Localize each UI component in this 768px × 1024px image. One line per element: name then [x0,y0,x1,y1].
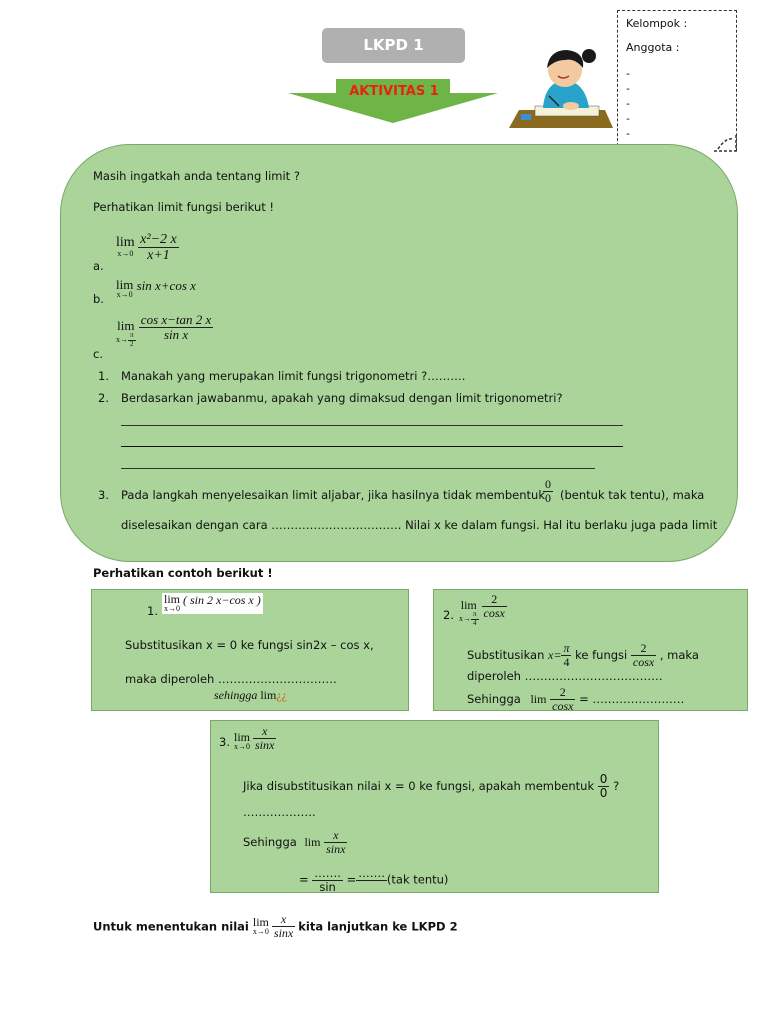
lkpd-title: LKPD 1 [322,28,465,63]
example-3-step-1: Jika disubstitusikan nilai x = 0 ke fungsi, apakah membentuk $\frac{0}{0}$ ? [243,772,620,801]
activity-label: AKTIVITAS 1 [349,84,439,99]
example-1-step-2: maka diperoleh …………………………. [125,672,337,686]
example-1-step-1: Substitusikan x = 0 ke fungsi sin2x – cos x, [125,638,374,652]
example-3-box [210,720,659,893]
page-curl-icon [712,135,738,153]
example-2-box [433,589,748,711]
limit-expression-c: lim x→ $\frac{\pi}{2}$ $\frac{\text{cos x−tan 2 x}}{\text{sin x}}$ [116,312,212,348]
question-3-number: 3. [98,488,109,502]
item-b-label: b. [93,292,104,306]
question-3-part-a: Pada langkah menyelesaikan limit aljabar, jika hasilnya tidak membentuk [121,488,546,502]
example-1-limit: lim x→0 ( sin 2 x−cos x ) [164,592,261,613]
answer-line[interactable] [121,468,595,469]
question-1: Manakah yang merupakan limit fungsi trigonometri ?………. [121,369,466,383]
example-3-step-3: Sehingga lim $\frac{x}{\sin x}$ [243,828,346,857]
members-label: Anggota : [626,41,680,54]
member-dash: - [626,112,630,125]
question-1-number: 1. [98,369,109,383]
answer-line[interactable] [121,425,623,426]
example-1-number: 1. [147,604,158,618]
footer-note: Untuk menentukan nilai lim x→0 $\frac{x}{\sin x}$ kita lanjutkan ke LKPD 2 [93,912,458,941]
limit-expression-b: lim x→0 sin x+cos x [116,277,196,299]
item-a-label: a. [93,259,104,273]
example-3-step-2: ………………. [243,805,316,819]
example-2-step-2: diperoleh ……………………………… [467,669,663,683]
example-3-limit: lim x→0 $\frac{x}{\sin x}$ [234,724,275,753]
examples-heading: Perhatikan contoh berikut ! [93,566,273,580]
member-dash: - [626,97,630,110]
group-members-box [617,10,737,151]
example-1-step-3: sehingga lim¿¿ [214,688,288,702]
limit-expression-a: lim x→0 $\frac{\text{x²−2 x}}{x+1}$ [116,232,177,264]
student-writing-illustration [505,44,617,132]
group-label: Kelompok : [626,17,688,30]
example-3-number: 3. [219,735,230,749]
question-2-number: 2. [98,391,109,405]
question-3-part-c: diselesaikan dengan cara ……………………………. Nilai x ke dalam fungsi. Hal itu berlaku juga pada limit [121,518,718,532]
intro-instruction: Perhatikan limit fungsi berikut ! [93,200,275,214]
example-1-box [91,589,409,711]
member-dash: - [626,82,630,95]
answer-line[interactable] [121,446,623,447]
member-dash: - [626,127,630,140]
item-c-label: c. [93,347,103,361]
example-2-step-3: Sehingga lim $\frac{2}{\cos x}$ = …………………… [467,685,685,711]
member-dash: - [626,67,630,80]
example-3-step-4: = $\frac{\dots\dots.}{\sin}$ = ……. (tak tentu) [299,866,449,893]
example-2-limit: lim x→ $\frac{\pi}{4}$ $\frac{2}{\cos x}$ [459,592,505,627]
example-2-step-1: Substitusikan x= $\frac{\pi}{4}$ ke fungsi $\frac{2}{\cos x}$ , maka [467,641,699,670]
zero-over-zero: $\frac{0}{0}$ [545,477,551,506]
example-2-number: 2. [443,608,454,622]
question-2: Berdasarkan jawabanmu, apakah yang dimaksud dengan limit trigonometri? [121,391,563,405]
question-3-part-b: (bentuk tak tentu), maka [560,488,705,502]
intro-question: Masih ingatkah anda tentang limit ? [93,169,300,183]
